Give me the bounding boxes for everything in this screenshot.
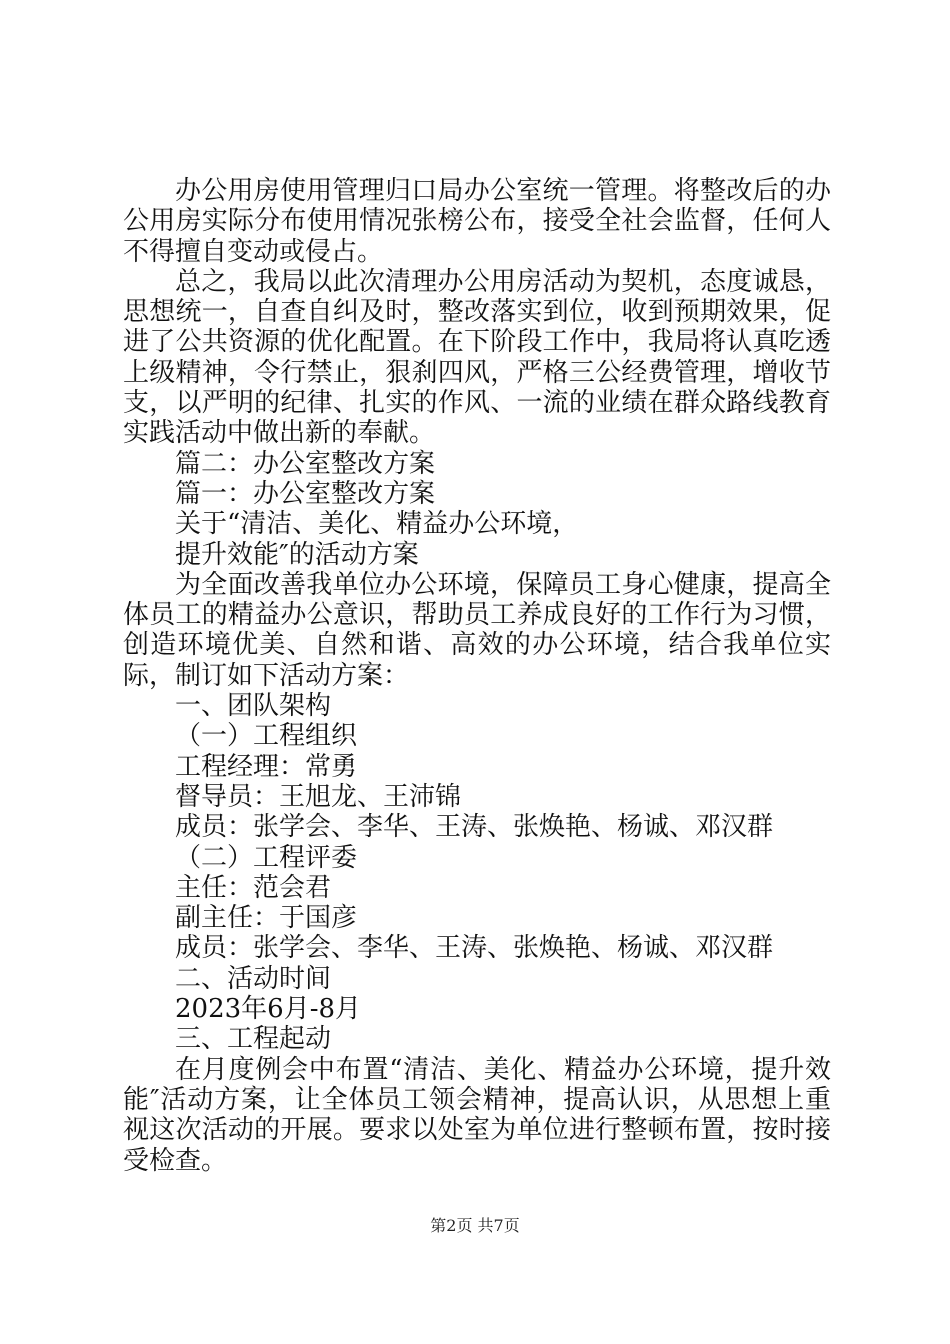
subsection-project-organization: （一）工程组织 [175,721,358,752]
plan-title-line-1: 关于“清洁、美化、精益办公环境， [175,509,579,540]
paragraph-summary: 总之，我局以此次清理办公用房活动为契机，态度诚恳，思想统一，自查自纠及时，整改落实到位，收到预期效果，促进了公共资源的优化配置。在下阶段工作中，我局将认真吃透上级精神，令行禁止，狠刹四风，严格三公经费管理，增收节支，以严明的纪律、扎实的作风、一流的业绩在群众路线教育实践活动中做出新的奉献。 [123,266,831,449]
director: 主任：范会君 [175,872,332,903]
page-number: 第2页 共7页 [430,1216,520,1235]
section-team-structure: 一、团队架构 [175,691,332,722]
project-manager: 工程经理：常勇 [175,751,358,782]
heading-part-two: 篇二：办公室整改方案 [175,448,436,479]
section-activity-time: 二、活动时间 [175,963,332,994]
supervisors: 督导员：王旭龙、王沛锦 [175,781,462,812]
document-body [123,176,831,1176]
members-judges: 成员：张学会、李华、王涛、张焕艳、杨诚、邓汉群 [175,933,774,964]
deputy-director: 副主任：于国彦 [175,903,358,934]
members-organization: 成员：张学会、李华、王涛、张焕艳、杨诚、邓汉群 [175,812,774,843]
paragraph-kickoff: 在月度例会中布置“清洁、美化、精益办公环境，提升效能″活动方案，让全体员工领会精神，提高认识，从思想上重视这次活动的开展。要求以处室为单位进行整顿布置，按时接受检查。 [123,1054,831,1176]
paragraph-purpose: 为全面改善我单位办公环境，保障员工身心健康，提高全体员工的精益办公意识，帮助员工养成良好的工作行为习惯，创造环境优美、自然和谐、高效的办公环境，结合我单位实际，制订如下活动方案： [123,569,831,691]
section-project-kickoff: 三、工程起动 [175,1024,332,1055]
heading-part-one: 篇一：办公室整改方案 [175,478,436,509]
activity-time-value: 2023年6月-8月 [175,994,362,1025]
subsection-project-judges: （二）工程评委 [175,842,358,873]
plan-title-line-2: 提升效能″的活动方案 [175,539,419,570]
paragraph-office-management: 办公用房使用管理归口局办公室统一管理。将整改后的办公用房实际分布使用情况张榜公布，接受全社会监督，任何人不得擅自变动或侵占。 [123,176,831,267]
